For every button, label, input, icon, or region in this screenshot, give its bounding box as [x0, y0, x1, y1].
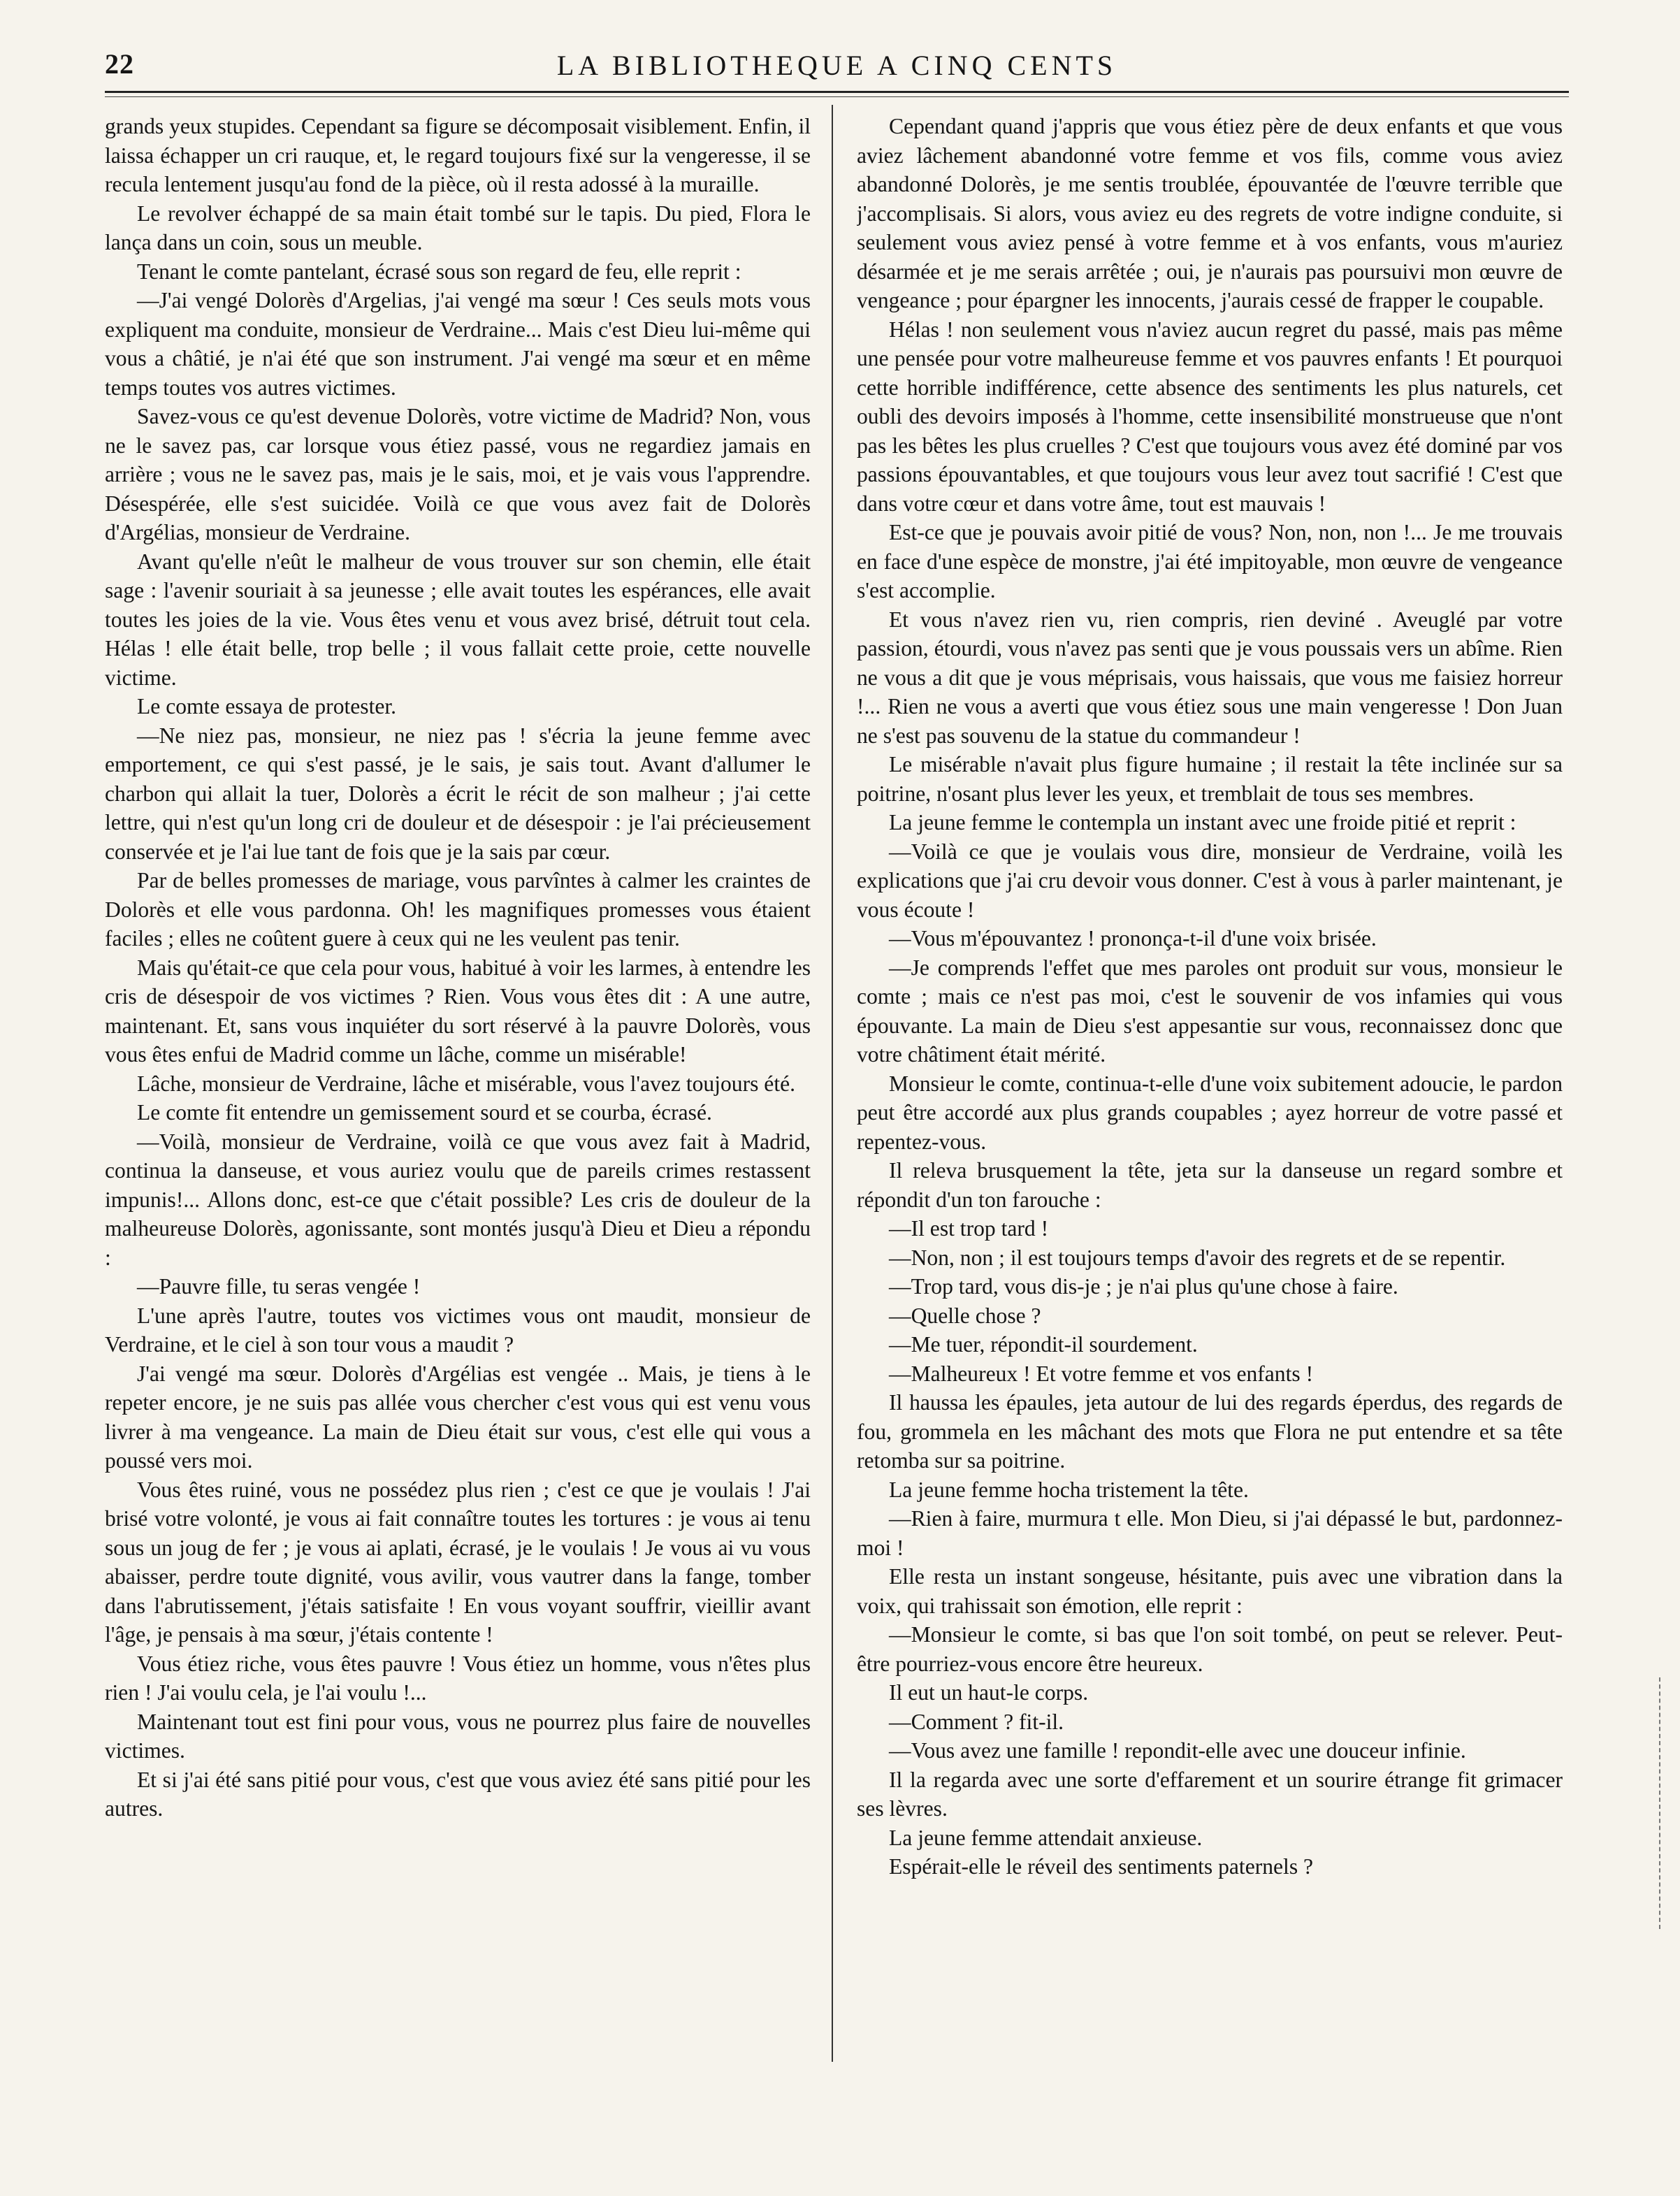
paragraph: —Comment ? fit-il. [889, 1709, 1064, 1734]
paragraph: Monsieur le comte, continua-t-elle d'une voix subitement adoucie, le pardon peut être accordé aux plus grands coupables ; ayez horreur de votre passé et repentez-vous. [857, 1071, 1563, 1154]
paragraph: La jeune femme le contempla un instant avec une froide pitié et reprit : [889, 810, 1516, 835]
paragraph: Le misérable n'avait plus figure humaine ; il restait la tête inclinée sur sa poitrine, n'osant plus lever les yeux, et tremblait de tous ses membres. [857, 752, 1563, 806]
paragraph: —Me tuer, répondit-il sourdement. [889, 1332, 1198, 1357]
paragraph: Vous étiez riche, vous êtes pauvre ! Vous étiez un homme, vous n'êtes plus rien ! J'ai voulu cela, je l'ai voulu !... [105, 1651, 811, 1705]
paragraph: —Non, non ; il est toujours temps d'avoir des regrets et de se repentir. [889, 1245, 1506, 1270]
paragraph: Il eut un haut-le corps. [889, 1680, 1089, 1705]
paragraph: Et si j'ai été sans pitié pour vous, c'est que vous aviez été sans pitié pour les autres. [105, 1767, 811, 1821]
paragraph: Il haussa les épaules, jeta autour de lui des regards éperdus, des regards de fou, grommela en les mâchant des mots que Flora ne put entendre et sa tête retomba sur sa poitrine. [857, 1390, 1563, 1473]
paragraph: Tenant le comte pantelant, écrasé sous son regard de feu, elle reprit : [137, 259, 741, 284]
paragraph: Maintenant tout est fini pour vous, vous ne pourrez plus faire de nouvelles victimes. [105, 1709, 811, 1763]
paragraph: Le comte essaya de protester. [137, 694, 397, 718]
paragraph: —Il est trop tard ! [889, 1216, 1049, 1241]
paragraph: —Je comprends l'effet que mes paroles ont produit sur vous, monsieur le comte ; mais ce n'est pas moi, c'est le souvenir de vos infamies qui vous épouvante. La main de Dieu s'est appesantie sur vous, reconnaissez donc que votre châtiment était mérité. [857, 955, 1563, 1067]
paragraph: Hélas ! non seulement vous n'aviez aucun regret du passé, mais pas même une pensée pour votre malheureuse femme et vos pauvres enfants ! Et pourquoi cette horrible indifférence, cette absence des sentiments les plus naturels, cet oubli des devoirs imposés à l'homme, cette insensibilité monstrueuse que n'ont pas les bêtes les plus cruelles ? C'est que toujours vous avez été dominé par vos passions épouvantables, et que toujours vous leur avez tout sacrifié ! C'est que dans votre cœur et dans votre âme, tout est mauvais ! [857, 317, 1563, 516]
paragraph: L'une après l'autre, toutes vos victimes vous ont maudit, monsieur de Verdraine, et le ciel à son tour vous a maudit ? [105, 1303, 811, 1357]
paragraph: —Quelle chose ? [889, 1303, 1041, 1328]
paragraph: Mais qu'était-ce que cela pour vous, habitué à voir les larmes, à entendre les cris de désespoir de vos victimes ? Rien. Vous vous êtes dit : A une autre, maintenant. Et, sans vous inquiéter du sort réservé à la pauvre Dolorès, vous vous êtes enfui de Madrid comme un lâche, comme un misérable! [105, 955, 811, 1067]
paragraph: Est-ce que je pouvais avoir pitié de vous? Non, non, non !... Je me trouvais en face d'une espèce de monstre, j'ai été impitoyable, mon œuvre de vengeance s'est accomplie. [857, 520, 1563, 602]
paragraph: —Vous avez une famille ! repondit-elle avec une douceur infinie. [889, 1738, 1466, 1763]
paragraph: J'ai vengé ma sœur. Dolorès d'Argélias est vengée .. Mais, je tiens à le repeter encore, je ne suis pas allée vous chercher c'est vous qui est venu vous livrer à ma vengeance. La main de Dieu était sur vous, c'est elle qui vous a poussé vers moi. [105, 1361, 811, 1473]
paragraph: —Rien à faire, murmura t elle. Mon Dieu, si j'ai dépassé le but, pardonnez-moi ! [857, 1506, 1563, 1560]
paragraph: La jeune femme hocha tristement la tête. [889, 1477, 1249, 1502]
left-column [105, 112, 811, 2062]
paragraph: Vous êtes ruiné, vous ne possédez plus rien ; c'est ce que je voulais ! J'ai brisé votre volonté, je vous ai fait connaître toutes les tortures : je vous ai tenu sous un joug de fer ; je vous ai aplati, écrasé, je le voulais ! Je vous ai vu vous abaisser, perdre toute dignité, vous avilir, vous vautrer dans la fange, tomber dans l'abrutissement, j'étais satisfaite ! En vous voyant souffrir, vieillir avant l'âge, je pensais à ma sœur, j'étais contente ! [105, 1477, 811, 1647]
paragraph: Par de belles promesses de mariage, vous parvîntes à calmer les craintes de Dolorès et elle vous pardonna. Oh! les magnifiques promesses vous étaient faciles ; elles ne coûtent guere à ceux qui ne les veulent pas tenir. [105, 868, 811, 951]
paragraph: La jeune femme attendait anxieuse. [889, 1825, 1203, 1850]
right-column [857, 112, 1563, 2062]
paragraph: Elle resta un instant songeuse, hésitante, puis avec une vibration dans la voix, qui trahissait son émotion, elle reprit : [857, 1564, 1563, 1618]
paragraph: —Ne niez pas, monsieur, ne niez pas ! s'écria la jeune femme avec emportement, ce qui s'est passé, je le sais, je sais tout. Avant d'allumer le charbon qui allait la tuer, Dolorès a écrit le récit de son malheur ; j'ai cette lettre, qui n'est qu'un long cri de douleur et de désespoir : je l'ai précieusement conservée et je l'ai lue tant de fois que je la sais par cœur. [105, 723, 811, 864]
paragraph: Savez-vous ce qu'est devenue Dolorès, votre victime de Madrid? Non, vous ne le savez pas, car lorsque vous étiez passé, vous ne regardiez jamais en arrière ; vous ne le savez pas, mais je le sais, moi, et je vais vous l'apprendre. Désespérée, elle s'est suicidée. Voilà ce que vous avez fait de Dolorès d'Argélias, monsieur de Verdraine. [105, 404, 811, 544]
header-rule-thin [105, 96, 1569, 97]
paragraph: —Vous m'épouvantez ! prononça-t-il d'une voix brisée. [889, 926, 1377, 951]
paragraph: Et vous n'avez rien vu, rien compris, rien deviné . Aveuglé par votre passion, étourdi, vous n'avez pas senti que je vous poussais vers un abîme. Rien ne vous a dit que je vous méprisais, vous haissais, que vous me faisiez horreur !... Rien ne vous a averti que vous étiez sous une main vengeresse ! Don Juan ne s'est pas souvenu de la statue du commandeur ! [857, 607, 1563, 748]
paragraph: Le comte fit entendre un gemissement sourd et se courba, écrasé. [137, 1100, 712, 1125]
paragraph: Il releva brusquement la tête, jeta sur la danseuse un regard sombre et répondit d'un ton farouche : [857, 1158, 1563, 1212]
running-title: LA BIBLIOTHEQUE A CINQ CENTS [556, 50, 1117, 81]
paragraph: Le revolver échappé de sa main était tombé sur le tapis. Du pied, Flora le lança dans un coin, sous un meuble. [105, 201, 811, 254]
column-divider [832, 105, 833, 2062]
page-number: 22 [105, 48, 134, 80]
page-edge-mark [1659, 1677, 1660, 1929]
paragraph: Espérait-elle le réveil des sentiments paternels ? [889, 1854, 1314, 1879]
paragraph: —J'ai vengé Dolorès d'Argelias, j'ai vengé ma sœur ! Ces seuls mots vous expliquent ma conduite, monsieur de Verdraine... Mais c'est Dieu lui-même qui vous a châtié, je n'ai été que son instrument. J'ai vengé ma sœur et en même temps toutes vos autres victimes. [105, 288, 811, 400]
paragraph: grands yeux stupides. Cependant sa figure se décomposait visiblement. Enfin, il laissa échapper un cri rauque, et, le regard toujours fixé sur la vengeresse, il se recula lentement jusqu'au fond de la pièce, où il resta adossé à la muraille. [105, 114, 811, 196]
header-rule [105, 91, 1569, 93]
paragraph: —Trop tard, vous dis-je ; je n'ai plus qu'une chose à faire. [889, 1274, 1398, 1299]
page-header [105, 48, 1569, 89]
paragraph: —Pauvre fille, tu seras vengée ! [137, 1274, 421, 1299]
paragraph: —Malheureux ! Et votre femme et vos enfants ! [889, 1361, 1314, 1386]
paragraph: Cependant quand j'appris que vous étiez père de deux enfants et que vous aviez lâchement abandonné votre femme et vos fils, comme vous aviez abandonné Dolorès, je me sentis troublée, épouvantée de l'œuvre terrible que j'accomplisais. Si alors, vous aviez eu des regrets de votre indigne conduite, si seulement vous aviez pensé à votre femme et à vos enfants, vous m'auriez désarmée et je me serais arrêtée ; oui, je n'aurais pas poursuivi mon œuvre de vengeance ; pour épargner les innocents, j'aurais cessé de frapper le coupable. [857, 114, 1563, 312]
paragraph: —Voilà, monsieur de Verdraine, voilà ce que vous avez fait à Madrid, continua la danseuse, et vous auriez voulu que de pareils crimes restassent impunis!... Allons donc, est-ce que c'était possible? Les cris de douleur de la malheureuse Dolorès, agonissante, sont montés jusqu'à Dieu et Dieu a répondu : [105, 1129, 811, 1270]
paragraph: Lâche, monsieur de Verdraine, lâche et misérable, vous l'avez toujours été. [137, 1071, 796, 1096]
paragraph: —Monsieur le comte, si bas que l'on soit tombé, on peut se relever. Peut-être pourriez-vous encore être heureux. [857, 1622, 1563, 1676]
paragraph: Avant qu'elle n'eût le malheur de vous trouver sur son chemin, elle était sage : l'avenir souriait à sa jeunesse ; elle avait toutes les espérances, elle avait toutes les joies de la vie. Vous êtes venu et vous avez brisé, détruit tout cela. Hélas ! elle était belle, trop belle ; il vous fallait cette proie, cette nouvelle victime. [105, 549, 811, 690]
paragraph: Il la regarda avec une sorte d'effarement et un sourire étrange fit grimacer ses lèvres. [857, 1767, 1563, 1821]
paragraph: —Voilà ce que je voulais vous dire, monsieur de Verdraine, voilà les explications que j'ai cru devoir vous donner. C'est à vous à parler maintenant, je vous écoute ! [857, 839, 1563, 922]
